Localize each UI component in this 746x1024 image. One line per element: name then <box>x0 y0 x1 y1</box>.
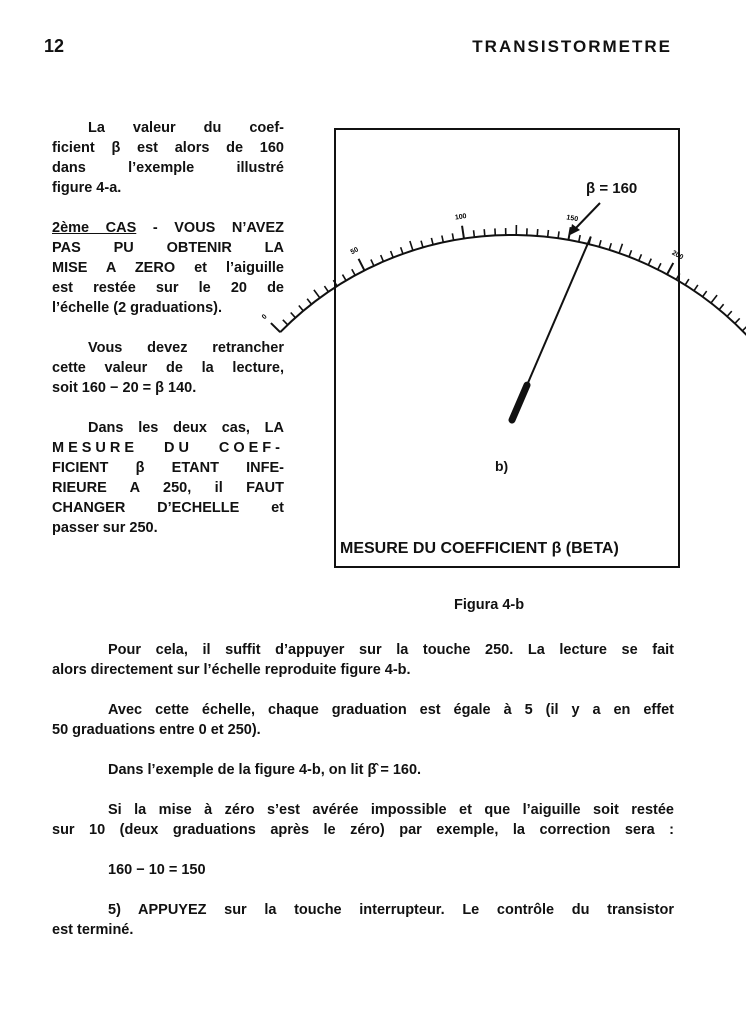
dial-minor-tick <box>421 241 423 248</box>
paragraph-line: Avec cette échelle, chaque graduation est égale à 5 (il y a en effet <box>108 702 674 718</box>
dial-minor-tick <box>442 235 443 242</box>
paragraph-line: soit 160 − 20 = β 140. <box>52 380 197 396</box>
dial-minor-tick <box>324 286 328 292</box>
paragraph-line: Dans l’exemple de la figure 4-b, on lit β̂ = 160. <box>108 762 422 778</box>
dial-minor-tick <box>735 318 740 323</box>
paragraph-line: figure 4-a. <box>52 180 122 196</box>
equation: 160 − 10 = 150 <box>108 862 206 878</box>
paragraph-line: sur 10 (deux graduations après le zéro) par exemple, la correction sera : <box>52 822 674 838</box>
dial-minor-tick <box>484 229 485 236</box>
body-text <box>52 640 674 940</box>
paragraph-line: est restée sur le 20 de <box>52 280 284 296</box>
dial-minor-tick <box>685 279 689 285</box>
figure-caption: Figura 4-b <box>454 597 525 613</box>
dial-major-tick <box>359 259 365 271</box>
figure-sub-label: b) <box>495 458 509 474</box>
paragraph-line: l’échelle (2 graduations). <box>52 300 223 316</box>
dial-minor-tick <box>299 305 303 310</box>
dial-minor-tick <box>307 299 311 305</box>
paragraph-line: MESURE DU COEF- <box>52 440 284 456</box>
dial-minor-tick <box>283 320 288 325</box>
paragraph-line: RIEURE A 250, il FAUT <box>52 480 284 496</box>
paragraph-line: Pour cela, il suffit d’appuyer sur la touche 250. La lecture se fait <box>108 642 674 658</box>
dial-minor-tick <box>314 290 320 298</box>
dial-minor-tick <box>333 280 337 286</box>
dial-minor-tick <box>381 255 384 261</box>
dial-minor-tick <box>579 235 580 242</box>
dial-minor-tick <box>711 295 717 303</box>
paragraph-line: dans l’exemple illustré <box>52 160 284 176</box>
dial-minor-tick <box>599 240 601 247</box>
case-heading-rest: - VOUS N’AVEZ <box>136 220 285 236</box>
page-number: 12 <box>44 36 65 56</box>
dial-major-tick <box>462 226 464 239</box>
dial-label: 200 <box>670 249 685 262</box>
dial-minor-tick <box>676 273 680 279</box>
dial-minor-tick <box>371 259 374 265</box>
paragraph-line: cette valeur de la lecture, <box>52 360 284 376</box>
paragraph-line: Vous devez retrancher <box>88 340 284 356</box>
dial-minor-tick <box>391 251 394 258</box>
paragraph-line: est terminé. <box>52 922 134 938</box>
dial-minor-tick <box>727 311 732 316</box>
dial-minor-tick <box>558 231 559 238</box>
dial-minor-tick <box>452 233 453 240</box>
dial-minor-tick <box>537 229 538 236</box>
dial-minor-tick <box>401 247 403 254</box>
dial-minor-tick <box>291 313 296 318</box>
paragraph-line: alors directement sur l’échelle reproduite figure 4-b. <box>52 662 411 678</box>
dial-minor-tick <box>742 326 746 331</box>
dial-minor-tick <box>719 304 723 309</box>
paragraph-line: Si la mise à zéro s’est avérée impossible et que l’aiguille soit restée <box>108 802 674 818</box>
dial-minor-tick <box>639 254 642 260</box>
dial-minor-tick <box>629 250 632 257</box>
dial-minor-tick <box>609 243 611 250</box>
dial-major-tick <box>667 263 673 274</box>
dial-minor-tick <box>648 259 651 265</box>
figure-title: MESURE DU COEFFICIENT β (BETA) <box>340 540 619 557</box>
paragraph-line: 5) APPUYEZ sur la touche interrupteur. Le contrôle du transistor <box>108 902 674 918</box>
dial-major-tick <box>271 323 280 332</box>
dial-label: 50 <box>349 246 360 257</box>
dial-minor-tick <box>703 291 707 297</box>
dial-minor-tick <box>474 230 475 237</box>
dial-minor-tick <box>619 244 622 253</box>
paragraph-line: MISE A ZERO et l’aiguille <box>52 260 284 276</box>
paragraph-line: 50 graduations entre 0 et 250). <box>52 722 261 738</box>
annotation-label: β = 160 <box>586 180 638 197</box>
dial-minor-tick <box>658 263 661 269</box>
running-title: TRANSISTORMETRE <box>472 37 672 56</box>
dial-minor-tick <box>410 241 413 251</box>
paragraph-line: PAS PU OBTENIR LA <box>52 240 284 256</box>
dial-minor-tick <box>548 230 549 237</box>
paragraph-line: La valeur du coef- <box>88 120 284 136</box>
dial-minor-tick <box>694 285 698 291</box>
paragraph-line: ficient β est alors de 160 <box>52 140 284 156</box>
dial-scale <box>271 225 746 338</box>
dial-minor-tick <box>431 238 433 245</box>
paragraph-line: CHANGER D’ECHELLE et <box>52 500 284 516</box>
dial-label: 150 <box>565 214 579 224</box>
paragraph-line: passer sur 250. <box>52 520 158 536</box>
case-heading: 2ème CAS <box>52 220 137 236</box>
meter-needle-base <box>512 385 527 420</box>
paragraph-line: Dans les deux cas, LA <box>88 420 284 436</box>
dial-minor-tick <box>342 275 346 281</box>
dial-label: 100 <box>454 212 468 222</box>
dial-minor-tick <box>352 269 355 275</box>
dial-label: 0 <box>260 313 269 321</box>
paragraph-line: FICIENT β ETANT INFE- <box>52 460 284 476</box>
dial-labels <box>261 213 746 330</box>
